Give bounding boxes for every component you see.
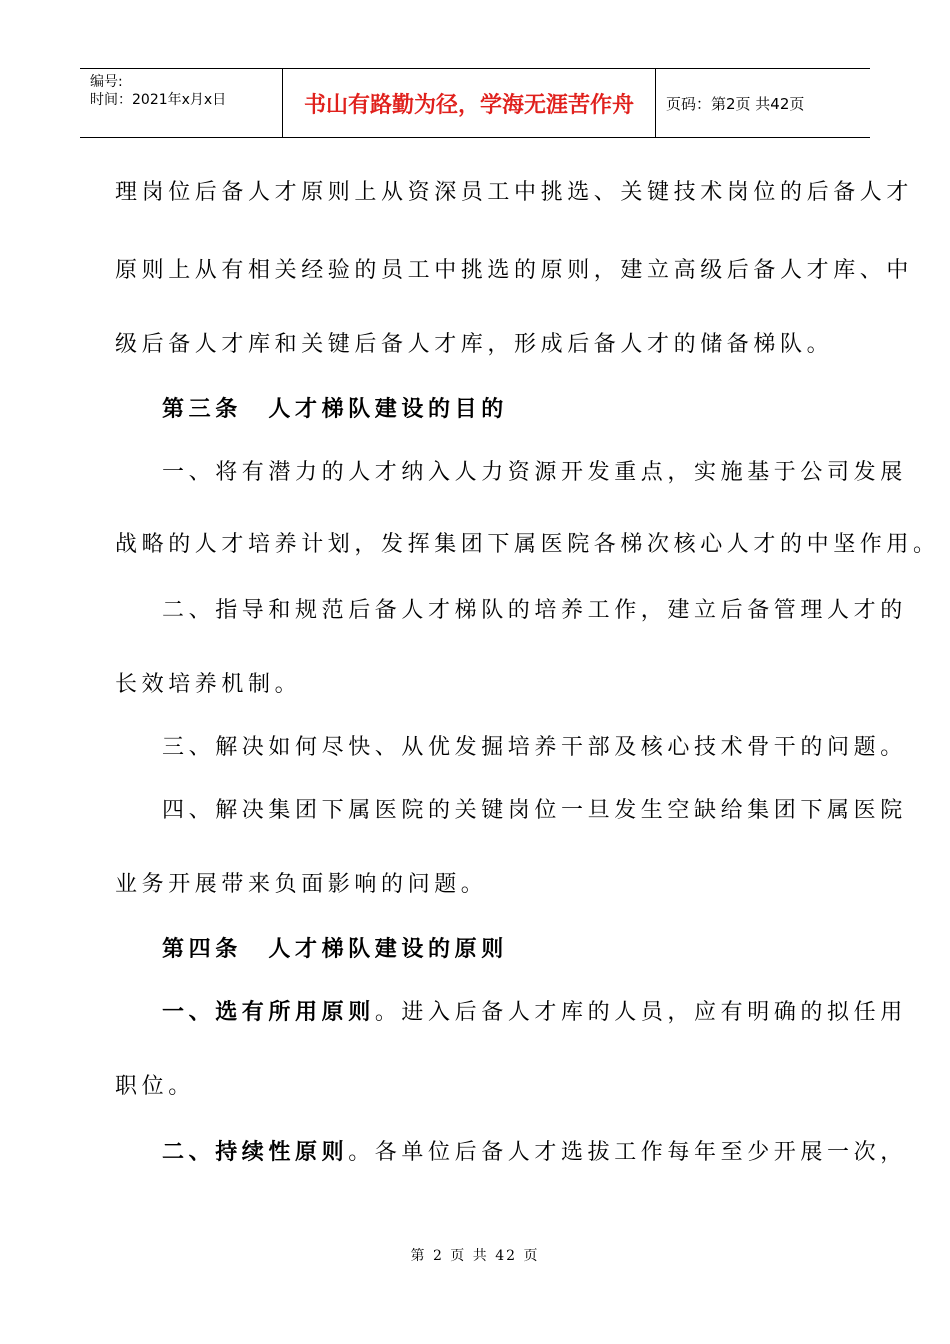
body-line: 职位。 (115, 1074, 195, 1099)
principle-2-title: 二、持续性原则 (162, 1139, 349, 1165)
header-meta (80, 69, 282, 137)
header-page-info: 页码：第2页 共42页 (666, 94, 805, 113)
article-3-heading: 第三条 人才梯队建设的目的 (162, 396, 508, 422)
header-motto: 书山有路勤为径，学海无涯苦作舟 (303, 92, 634, 118)
body-line: 业务开展带来负面影响的问题。 (115, 872, 488, 897)
body-line: 理岗位后备人才原则上从资深员工中挑选、关键技术岗位的后备人才 (115, 180, 914, 205)
body-line: 二、指导和规范后备人才梯队的培养工作，建立后备管理人才的 (162, 598, 907, 623)
body-line: 一、将有潜力的人才纳入人力资源开发重点，实施基于公司发展 (162, 460, 907, 485)
body-line: 原则上从有相关经验的员工中挑选的原则，建立高级后备人才库、中 (115, 258, 914, 283)
header-divider (655, 69, 656, 137)
body-line: 战略的人才培养计划，发挥集团下属医院各梯次核心人才的中坚作用。 (115, 532, 940, 557)
body-line: 级后备人才库和关键后备人才库，形成后备人才的储备梯队。 (115, 332, 834, 357)
principle-1-title: 一、选有所用原则 (162, 999, 375, 1025)
article-4-heading: 第四条 人才梯队建设的原则 (162, 936, 508, 962)
date-line: 时间：2021年x月x日 (90, 92, 227, 108)
body-line: 长效培养机制。 (115, 672, 302, 697)
principle-1 (162, 997, 907, 1028)
page-footer: 第 2 页 共 42 页 (410, 1248, 540, 1264)
principle-2-text: 。各单位后备人才选拔工作每年至少开展一次， (348, 1140, 907, 1165)
code-label: 编号: (90, 74, 123, 90)
principle-2 (162, 1137, 907, 1168)
document-header (80, 68, 870, 138)
principle-1-text: 。进入后备人才库的人员，应有明确的拟任用 (374, 1000, 907, 1025)
body-line: 三、解决如何尽快、从优发掘培养干部及核心技术骨干的问题。 (162, 735, 907, 760)
body-line: 四、解决集团下属医院的关键岗位一旦发生空缺给集团下属医院 (162, 798, 907, 823)
